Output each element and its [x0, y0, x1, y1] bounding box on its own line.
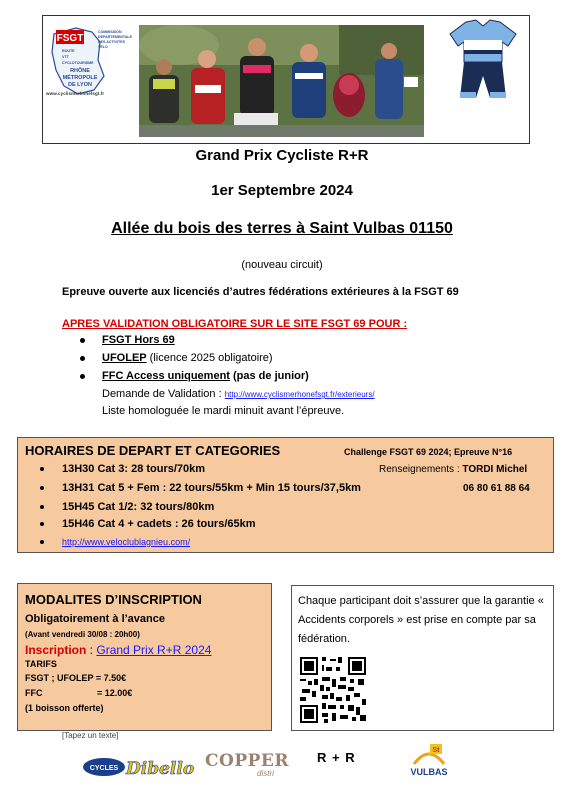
- jersey-image: [446, 18, 520, 102]
- inscription-subtitle: Obligatoirement à l’avance: [25, 613, 165, 625]
- podium-photo: [139, 25, 424, 137]
- validation-request: [102, 388, 375, 400]
- logo-region-2: MÉTROPOLE: [62, 75, 98, 81]
- horaires-title: HORAIRES DE DEPART ET CATEGORIES: [25, 443, 281, 458]
- logo-route-2: VTT: [62, 55, 69, 59]
- inscription-sep: :: [86, 643, 97, 657]
- inscription-link[interactable]: Grand Prix R+R 2024: [96, 643, 212, 657]
- bullet-ufolep-label: UFOLEP: [102, 352, 147, 364]
- contact-phone: 06 80 61 88 64: [463, 483, 530, 494]
- logo-brand: FSGT: [56, 33, 84, 44]
- tarifs-heading: TARIFS: [25, 659, 57, 669]
- contact-info: [379, 464, 527, 475]
- logo-route-3: CYCLOTOURISME: [62, 61, 94, 65]
- sponsor-copper-name: COPPER: [205, 751, 289, 771]
- logo-region-3: DE LYON: [68, 82, 92, 88]
- sponsor-dibello-name: Dibello: [126, 759, 195, 779]
- sponsor-copper-sub: distri: [257, 769, 274, 778]
- inscription-deadline: (Avant vendredi 30/08 : 20h00): [25, 630, 140, 639]
- tarif-ffc-amount: = 12.00€: [97, 688, 133, 698]
- bullet-dot: [80, 338, 85, 343]
- bullet-ffc-label: FFC Access uniquement: [102, 370, 230, 382]
- validation-heading: APRES VALIDATION OBLIGATOIRE SUR LE SITE FSGT 69 POUR :: [62, 318, 408, 330]
- contact-name: TORDI Michel: [462, 464, 528, 475]
- sponsor-rr-logo: R + R: [317, 750, 356, 765]
- inscription-label: Inscription: [25, 643, 87, 657]
- logo-commission-1: COMMISSION: [98, 30, 122, 34]
- sponsor-copper-logo: [205, 751, 287, 779]
- contact-label: Renseignements :: [379, 464, 463, 475]
- sponsor-vulbas-name: VULBAS: [410, 767, 448, 777]
- bullet-dot: [40, 486, 44, 490]
- schedule-text: 15H45 Cat 1/2: 32 tours/80km: [62, 501, 215, 513]
- garantie-text: Chaque participant doit s’assurer que la garantie « Accidents corporels » est prise en compte par sa fédération.: [298, 595, 544, 645]
- validation-link[interactable]: http://www.cyclismerhonefsgt.fr/exterieurs/: [224, 390, 375, 399]
- sponsor-st-vulbas-logo: [406, 742, 452, 782]
- tarif-fsgt-ufolep: FSGT ; UFOLEP = 7.50€: [25, 673, 127, 683]
- logo-commission-2: DEPARTEMENTALE: [98, 35, 133, 39]
- bullet-dot: [80, 374, 85, 379]
- validation-request-label: Demande de Validation :: [102, 388, 225, 400]
- tarif-ffc: [25, 688, 133, 698]
- club-website-link[interactable]: http://www.veloclublagnieu.com/: [62, 537, 191, 547]
- schedule-text: 13H31 Cat 5 + Fem : 22 tours/55km + Min 15 tours/37,5km: [62, 482, 361, 494]
- circuit-note: (nouveau circuit): [241, 259, 323, 271]
- boisson-note: (1 boisson offerte): [25, 703, 104, 713]
- placeholder-text: [Tapez un texte]: [62, 731, 119, 740]
- event-location: Allée du bois des terres à Saint Vulbas 01150: [111, 220, 453, 237]
- sponsor-dibello-logo: [82, 752, 195, 780]
- bullet-dot: [40, 505, 44, 509]
- schedule-text: 15H46 Cat 4 + cadets : 26 tours/65km: [62, 518, 256, 530]
- homologation-note: Liste homologuée le mardi minuit avant l’épreuve.: [102, 405, 345, 417]
- qr-code[interactable]: [298, 655, 368, 725]
- sponsor-dibello-prefix: CYCLES: [89, 765, 119, 772]
- bullet-ufolep-rest: (licence 2025 obligatoire): [146, 352, 273, 364]
- logo-region-1: RHÔNE: [70, 68, 90, 74]
- sponsor-vulbas-st: St: [432, 747, 440, 754]
- logo-commission-4: VELO: [98, 45, 108, 49]
- bullet-ffc-rest: (pas de junior): [229, 370, 309, 382]
- challenge-label: Challenge FSGT 69 2024; Epreuve N°16: [344, 447, 513, 457]
- bullet-fsgt-label: FSGT Hors 69: [102, 334, 175, 346]
- event-title: Grand Prix Cycliste R+R: [195, 147, 369, 164]
- bullet-dot: [40, 522, 44, 526]
- inscription-line: [25, 643, 211, 657]
- logo-commission-3: DES ACTIVITES: [98, 40, 126, 44]
- bullet-dot: [40, 467, 44, 471]
- tarif-ffc-label: FFC: [25, 688, 43, 698]
- logo-route-1: ROUTE: [62, 49, 75, 53]
- bullet-dot: [40, 540, 44, 544]
- bullet-dot: [80, 356, 85, 361]
- event-date: 1er Septembre 2024: [211, 182, 353, 199]
- inscription-title: MODALITES D’INSCRIPTION: [25, 592, 202, 607]
- open-to-line: Epreuve ouverte aux licenciés d’autres fédérations extérieures à la FSGT 69: [62, 286, 459, 298]
- schedule-text: 13H30 Cat 3: 28 tours/70km: [62, 463, 206, 475]
- logo-url: www.cyclismerhonefsgt.fr: [46, 91, 105, 96]
